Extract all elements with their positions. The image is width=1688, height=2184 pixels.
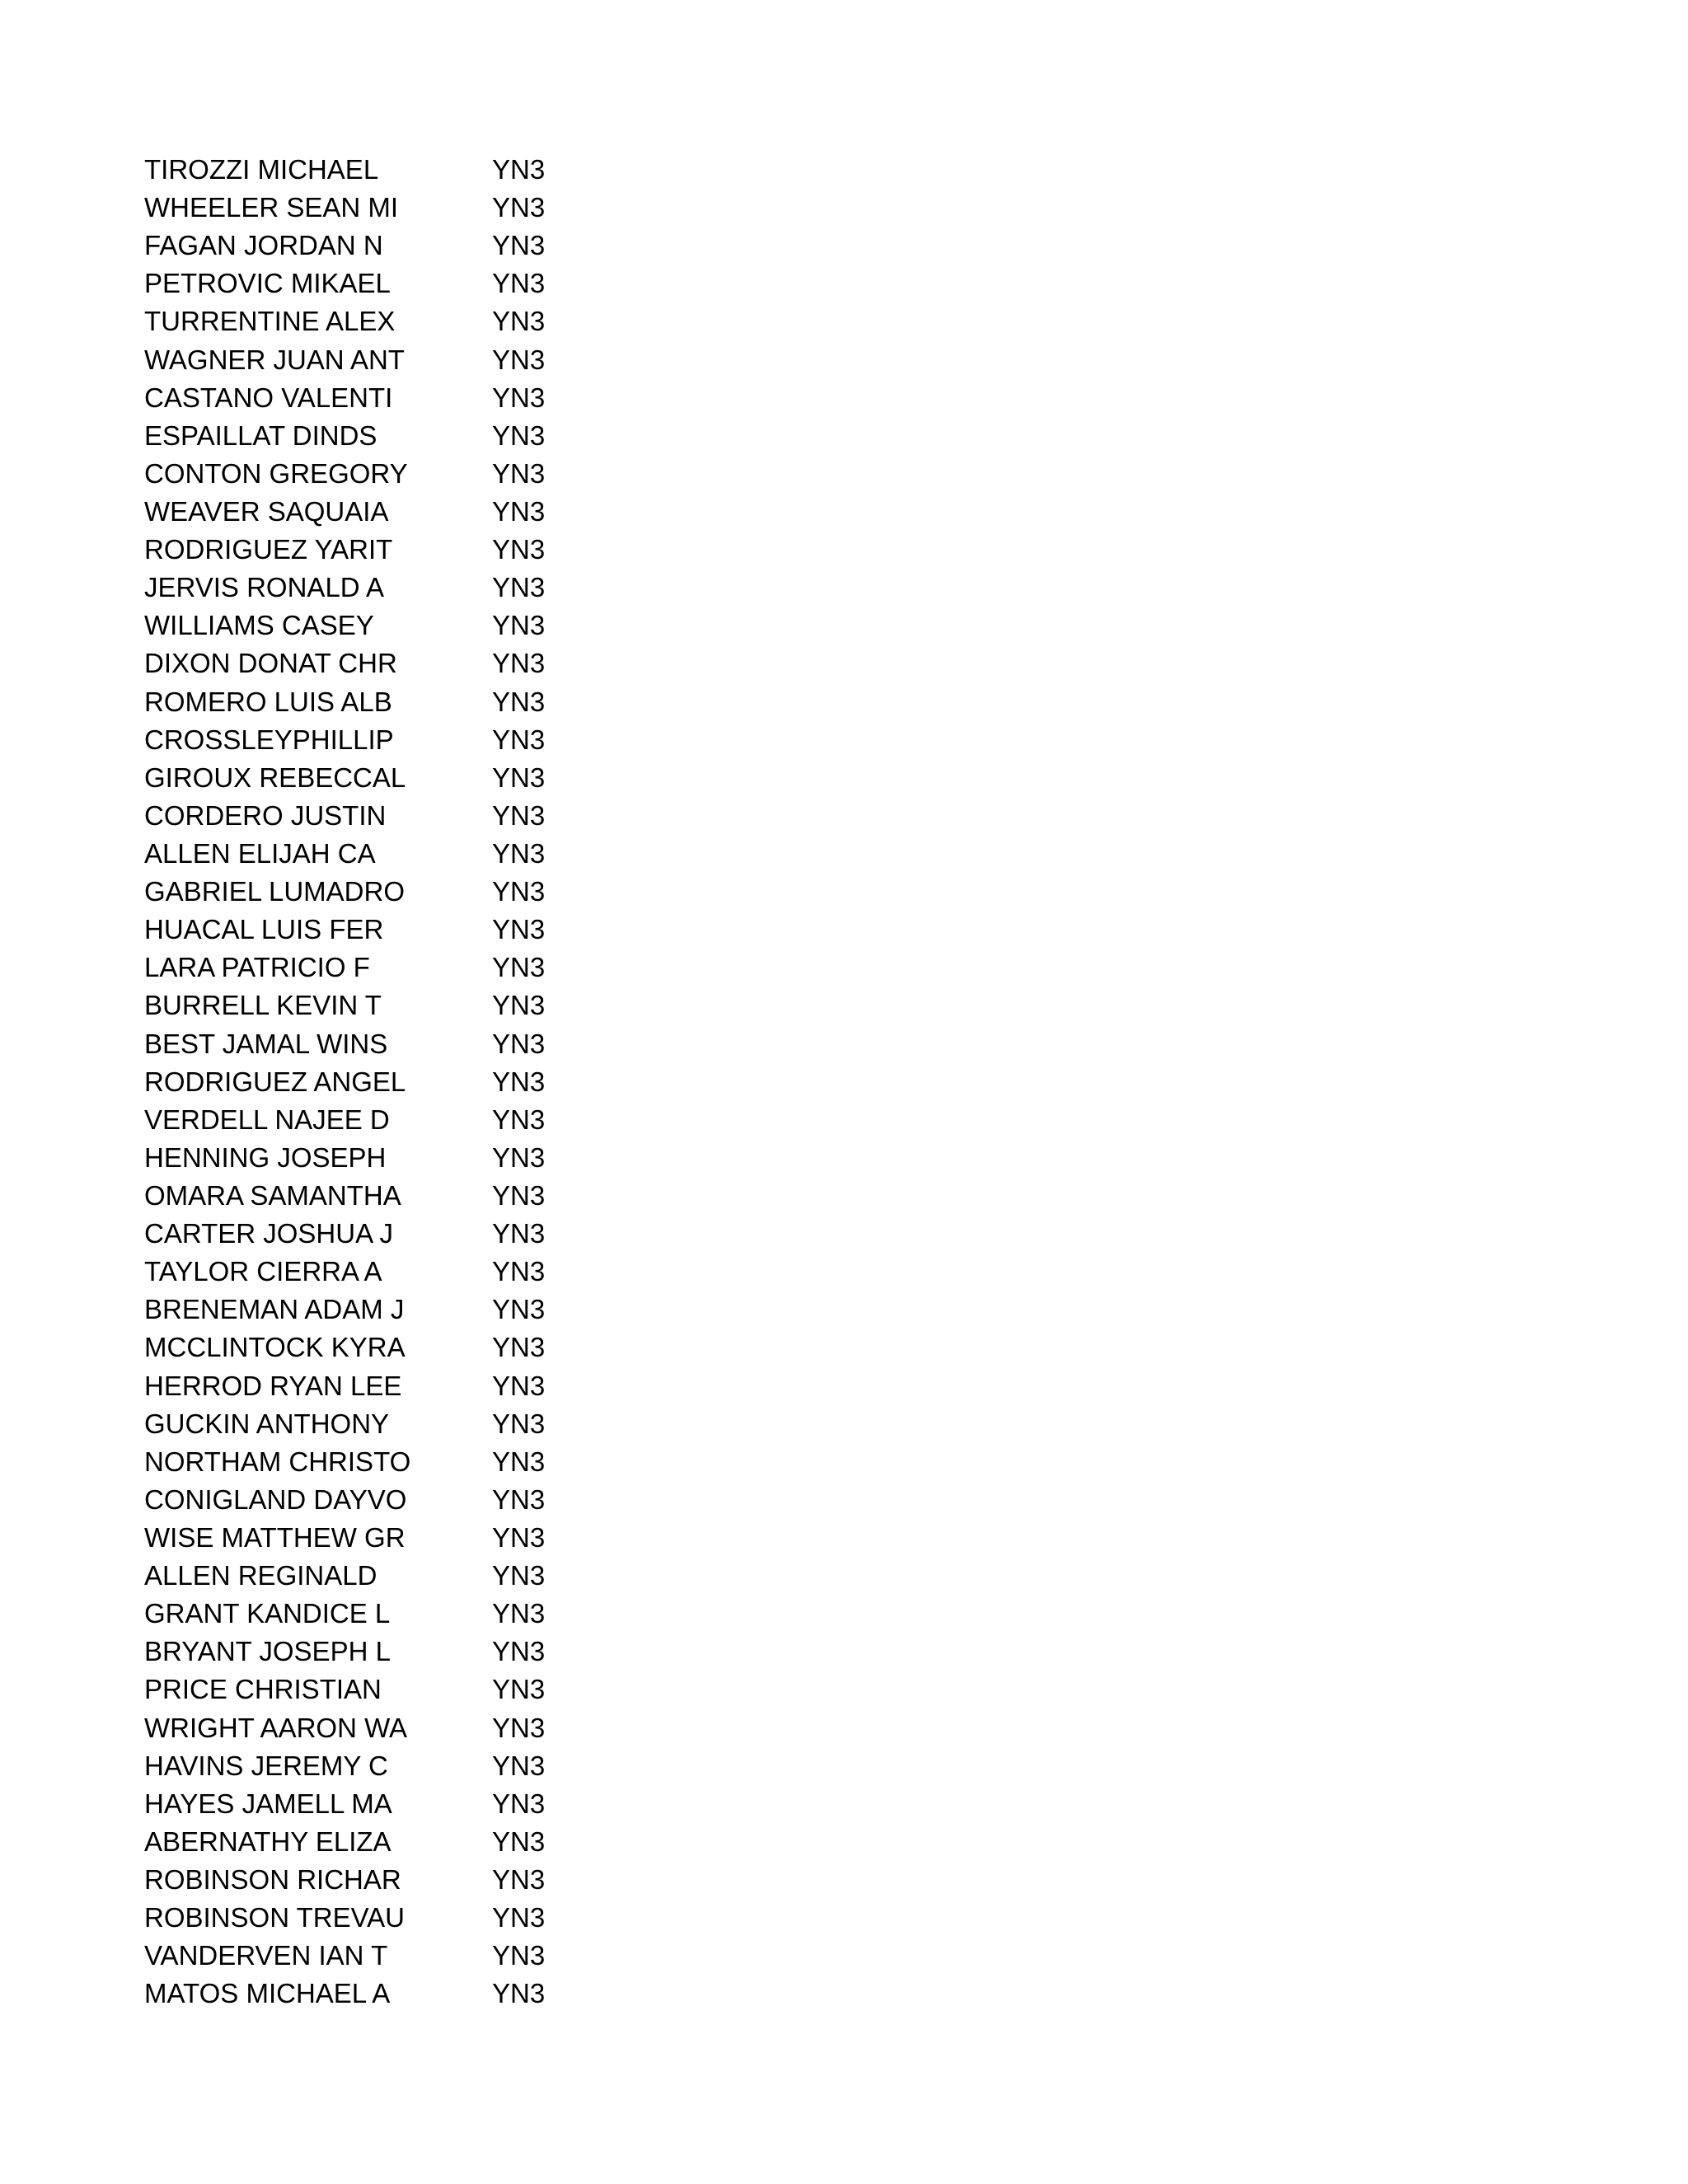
person-name: CONTON GREGORY <box>144 457 408 489</box>
rate-code: YN3 <box>492 762 546 793</box>
person-name: HENNING JOSEPH <box>144 1141 387 1173</box>
person-name: TIROZZI MICHAEL <box>144 154 379 185</box>
list-item <box>144 227 721 265</box>
list-item <box>144 911 721 949</box>
rate-code: YN3 <box>492 306 546 337</box>
list-item <box>144 265 721 302</box>
rate-code: YN3 <box>492 572 546 603</box>
person-name: GIROUX REBECCAL <box>144 762 406 793</box>
rate-code: YN3 <box>492 648 546 679</box>
list-item <box>144 1367 721 1405</box>
rate-code: YN3 <box>492 1141 546 1173</box>
list-item <box>144 151 721 189</box>
person-name: DIXON DONAT CHR <box>144 648 397 679</box>
list-item <box>144 644 721 682</box>
rate-code: YN3 <box>492 1521 546 1553</box>
list-item <box>144 1937 721 1975</box>
person-name: MATOS MICHAEL A <box>144 1978 391 2009</box>
person-name: ALLEN REGINALD <box>144 1560 377 1591</box>
rate-code: YN3 <box>492 876 546 907</box>
person-name: WRIGHT AARON WA <box>144 1712 408 1743</box>
list-item <box>144 1253 721 1291</box>
list-item <box>144 683 721 721</box>
rate-code: YN3 <box>492 344 546 375</box>
rate-code: YN3 <box>492 1256 546 1287</box>
rate-code: YN3 <box>492 1636 546 1667</box>
person-name: CASTANO VALENTI <box>144 382 393 413</box>
list-item <box>144 1671 721 1708</box>
person-name: FAGAN JORDAN N <box>144 230 383 261</box>
rate-code: YN3 <box>492 610 546 641</box>
rate-code: YN3 <box>492 457 546 489</box>
rate-code: YN3 <box>492 990 546 1021</box>
rate-code: YN3 <box>492 1370 546 1401</box>
person-name: WHEELER SEAN MI <box>144 192 399 223</box>
rate-code: YN3 <box>492 1408 546 1439</box>
rate-code: YN3 <box>492 230 546 261</box>
list-item <box>144 721 721 759</box>
list-item <box>144 949 721 987</box>
rate-code: YN3 <box>492 1066 546 1097</box>
rate-code: YN3 <box>492 952 546 983</box>
rate-code: YN3 <box>492 1332 546 1363</box>
list-item <box>144 1785 721 1823</box>
list-item <box>144 1899 721 1937</box>
person-name: PRICE CHRISTIAN <box>144 1674 382 1705</box>
list-item <box>144 607 721 644</box>
rate-code: YN3 <box>492 1483 546 1515</box>
person-name: ESPAILLAT DINDS <box>144 419 377 451</box>
list-item <box>144 379 721 417</box>
list-item <box>144 569 721 607</box>
list-item <box>144 1481 721 1519</box>
list-item <box>144 987 721 1024</box>
rate-code: YN3 <box>492 1028 546 1059</box>
person-name: CONIGLAND DAYVO <box>144 1483 407 1515</box>
list-item <box>144 417 721 455</box>
person-name: WEAVER SAQUAIA <box>144 496 389 527</box>
person-name: HAVINS JEREMY C <box>144 1750 388 1781</box>
person-name: ABERNATHY ELIZA <box>144 1825 392 1857</box>
list-item <box>144 1519 721 1557</box>
person-name: RODRIGUEZ YARIT <box>144 534 393 565</box>
person-name: WAGNER JUAN ANT <box>144 344 405 375</box>
person-name: VERDELL NAJEE D <box>144 1104 390 1135</box>
list-item <box>144 1595 721 1633</box>
rate-code: YN3 <box>492 534 546 565</box>
rate-code: YN3 <box>492 1598 546 1629</box>
list-item <box>144 493 721 531</box>
rate-code: YN3 <box>492 154 546 185</box>
person-name: JERVIS RONALD A <box>144 572 384 603</box>
list-item <box>144 1177 721 1215</box>
list-item <box>144 341 721 379</box>
rate-code: YN3 <box>492 724 546 755</box>
list-item <box>144 189 721 227</box>
list-item <box>144 1708 721 1746</box>
rate-code: YN3 <box>492 268 546 299</box>
rate-code: YN3 <box>492 914 546 945</box>
person-name: HERROD RYAN LEE <box>144 1370 402 1401</box>
rate-code: YN3 <box>492 1750 546 1781</box>
list-item <box>144 1291 721 1329</box>
list-item <box>144 1747 721 1785</box>
rate-code: YN3 <box>492 1180 546 1211</box>
person-name: GRANT KANDICE L <box>144 1598 391 1629</box>
person-name: CROSSLEYPHILLIP <box>144 724 394 755</box>
list-item <box>144 1975 721 2013</box>
person-name: OMARA SAMANTHA <box>144 1180 401 1211</box>
person-name: WILLIAMS CASEY <box>144 610 374 641</box>
person-name: MCCLINTOCK KYRA <box>144 1332 406 1363</box>
person-name: WISE MATTHEW GR <box>144 1521 406 1553</box>
rate-code: YN3 <box>492 799 546 831</box>
list-item <box>144 797 721 835</box>
list-item <box>144 835 721 873</box>
rate-code: YN3 <box>492 838 546 869</box>
list-item <box>144 1443 721 1481</box>
rate-code: YN3 <box>492 1104 546 1135</box>
list-item <box>144 302 721 340</box>
rate-code: YN3 <box>492 1978 546 2009</box>
person-name: TAYLOR CIERRA A <box>144 1256 382 1287</box>
list-item <box>144 1101 721 1139</box>
person-name: HUACAL LUIS FER <box>144 914 384 945</box>
person-name: BRENEMAN ADAM J <box>144 1294 405 1325</box>
list-item <box>144 1025 721 1063</box>
list-item <box>144 1139 721 1177</box>
person-name: BRYANT JOSEPH L <box>144 1636 391 1667</box>
rate-code: YN3 <box>492 192 546 223</box>
person-name: ROBINSON RICHAR <box>144 1863 401 1895</box>
person-name: LARA PATRICIO F <box>144 952 370 983</box>
rate-code: YN3 <box>492 1294 546 1325</box>
rate-code: YN3 <box>492 382 546 413</box>
rate-code: YN3 <box>492 1560 546 1591</box>
rate-code: YN3 <box>492 1218 546 1249</box>
name-rate-list <box>144 151 721 2013</box>
rate-code: YN3 <box>492 686 546 717</box>
list-item <box>144 455 721 493</box>
rate-code: YN3 <box>492 1902 546 1933</box>
list-item <box>144 759 721 797</box>
rate-code: YN3 <box>492 1863 546 1895</box>
rate-code: YN3 <box>492 1674 546 1705</box>
list-item <box>144 1633 721 1671</box>
person-name: RODRIGUEZ ANGEL <box>144 1066 406 1097</box>
person-name: BEST JAMAL WINS <box>144 1028 388 1059</box>
person-name: GUCKIN ANTHONY <box>144 1408 390 1439</box>
list-item <box>144 873 721 911</box>
rate-code: YN3 <box>492 1446 546 1477</box>
person-name: ROBINSON TREVAU <box>144 1902 405 1933</box>
person-name: CORDERO JUSTIN <box>144 799 387 831</box>
rate-code: YN3 <box>492 1712 546 1743</box>
person-name: NORTHAM CHRISTO <box>144 1446 411 1477</box>
list-item <box>144 1823 721 1861</box>
list-item <box>144 1329 721 1366</box>
rate-code: YN3 <box>492 419 546 451</box>
list-item <box>144 1215 721 1253</box>
person-name: ALLEN ELIJAH CA <box>144 838 376 869</box>
person-name: VANDERVEN IAN T <box>144 1940 388 1971</box>
rate-code: YN3 <box>492 1788 546 1819</box>
list-item <box>144 1063 721 1101</box>
person-name: GABRIEL LUMADRO <box>144 876 406 907</box>
person-name: HAYES JAMELL MA <box>144 1788 392 1819</box>
person-name: ROMERO LUIS ALB <box>144 686 392 717</box>
person-name: CARTER JOSHUA J <box>144 1218 393 1249</box>
rate-code: YN3 <box>492 1940 546 1971</box>
list-item <box>144 1405 721 1443</box>
rate-code: YN3 <box>492 1825 546 1857</box>
list-item <box>144 1861 721 1899</box>
rate-code: YN3 <box>492 496 546 527</box>
list-item <box>144 1557 721 1595</box>
person-name: TURRENTINE ALEX <box>144 306 396 337</box>
list-item <box>144 531 721 569</box>
person-name: BURRELL KEVIN T <box>144 990 382 1021</box>
person-name: PETROVIC MIKAEL <box>144 268 391 299</box>
